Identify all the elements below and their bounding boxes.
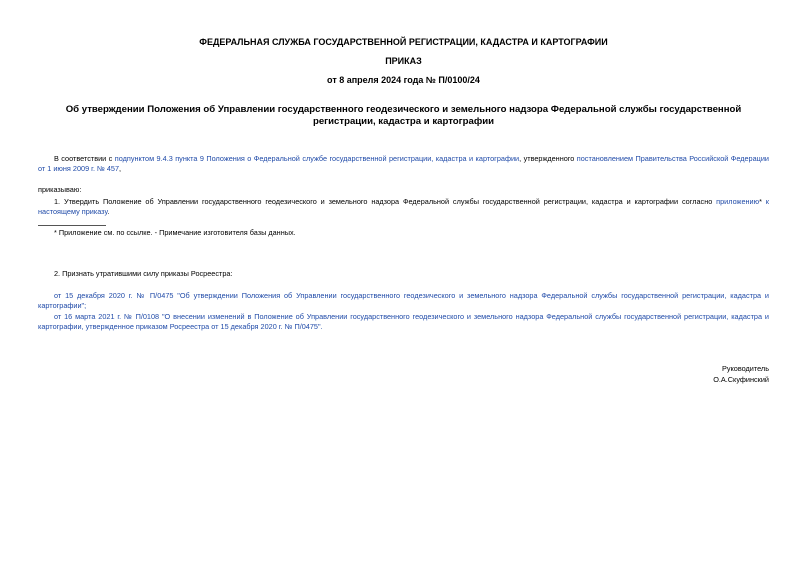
- signatory-position: Руководитель: [721, 364, 769, 373]
- preamble-text-3: ,: [119, 164, 122, 173]
- item-1: [38, 197, 769, 217]
- item-1-text-2: *: [759, 197, 766, 206]
- preamble-text-1: В соответствии с: [54, 154, 115, 163]
- repealed-order-2-link[interactable]: от 16 марта 2021 г. № П/0108 "О внесении изменений в Положение об Управлении государственного геодезического и земельного надзора Федеральной службы государственной регистрации, кадастра и картографии, утвержденное приказом Росреестра от 15 декабря 2020 г. № П/0475".: [38, 312, 769, 331]
- footnote-divider: [38, 225, 106, 226]
- item-1-text-1: 1. Утвердить Положение об Управлении государственного геодезического и земельного надзора Федеральной службы государственной регистрации, кадастра и картографии согласно: [54, 197, 717, 206]
- item-1-text-3: .: [107, 207, 110, 216]
- appendix-link[interactable]: приложению: [716, 197, 760, 206]
- order-word: приказываю:: [38, 185, 82, 194]
- signatory-name: О.А.Скуфинский: [713, 375, 769, 384]
- document-title: Об утверждении Положения об Управлении государственного геодезического и земельного надзора Федеральной службы государственной регистрации, кадастра и картографии: [65, 104, 742, 127]
- preamble: [38, 154, 769, 174]
- regulation-link[interactable]: подпунктом 9.4.3 пункта 9 Положения о Федеральной службе государственной регистрации, кадастра и картографии: [114, 154, 520, 163]
- agency-name: ФЕДЕРАЛЬНАЯ СЛУЖБА ГОСУДАРСТВЕННОЙ РЕГИСТРАЦИИ, КАДАСТРА И КАРТОГРАФИИ: [199, 37, 608, 47]
- preamble-text-2: , утвержденного: [519, 154, 577, 163]
- repealed-order-1-link[interactable]: от 15 декабря 2020 г. № П/0475 "Об утверждении Положения об Управлении государственного геодезического и земельного надзора Федеральной службы государственной регистрации, кадастра и картографии";: [38, 291, 769, 310]
- item-2: 2. Признать утратившими силу приказы Росреестра:: [54, 269, 233, 278]
- order-link[interactable]: к настоящему приказу: [38, 197, 769, 216]
- signature-block: [713, 363, 769, 385]
- government-decree-link[interactable]: постановлением Правительства Российской Федерации от 1 июня 2009 г. № 457: [38, 154, 770, 173]
- doc-type: ПРИКАЗ: [385, 56, 422, 66]
- footnote: * Приложение см. по ссылке. - Примечание изготовителя базы данных.: [54, 228, 296, 237]
- doc-date-number: от 8 апреля 2024 года № П/0100/24: [327, 75, 480, 85]
